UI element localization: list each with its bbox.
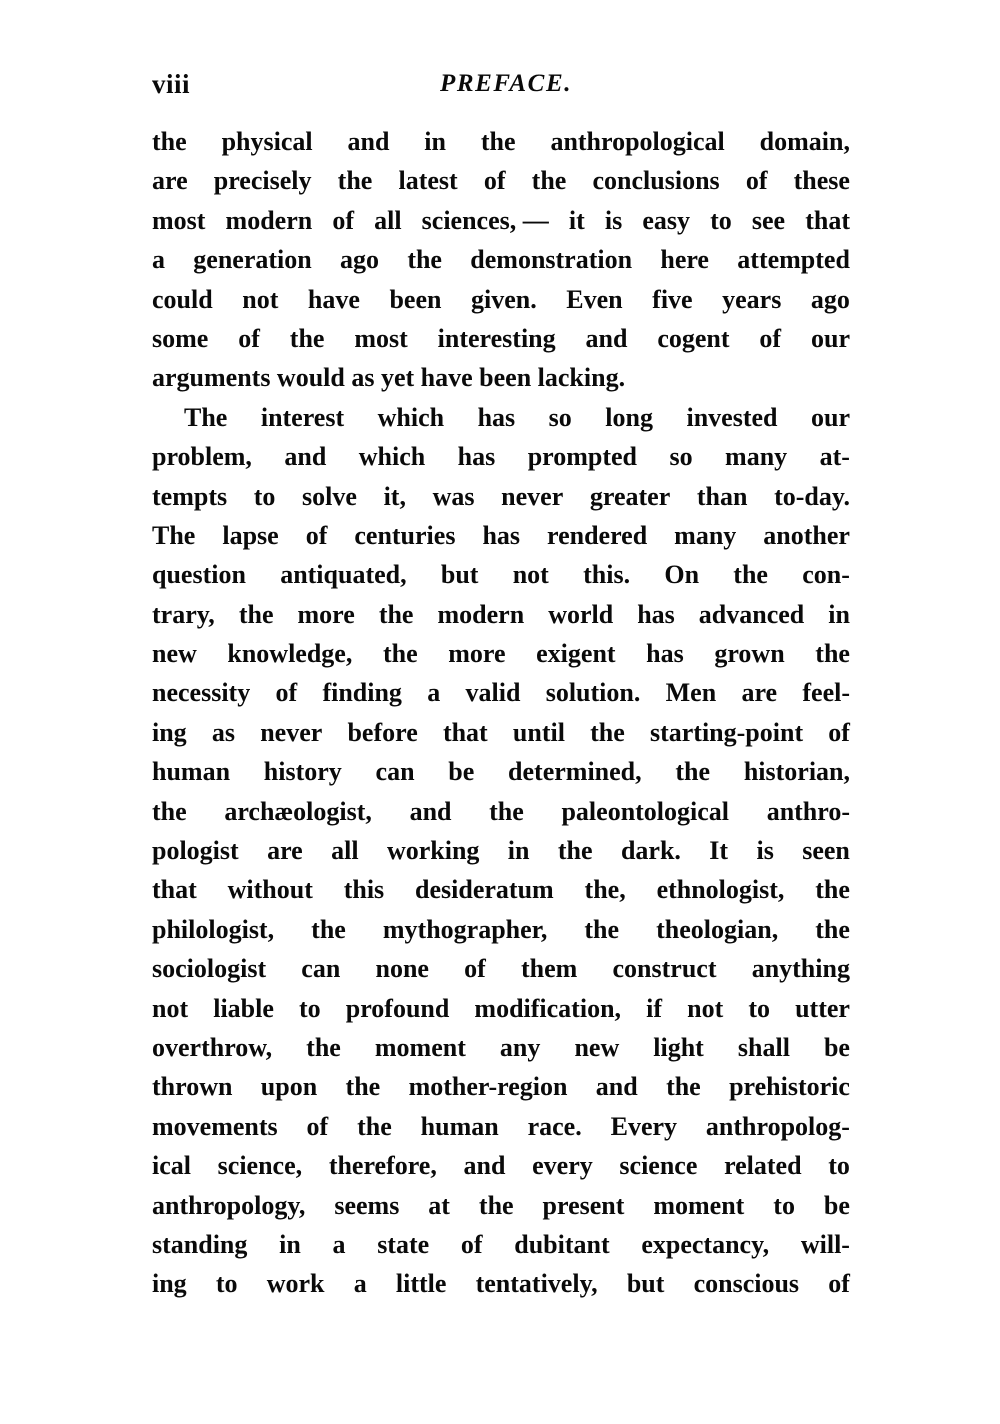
text-word: mythographer, xyxy=(382,914,548,944)
text-word: the xyxy=(345,1072,381,1102)
text-word: philologist, xyxy=(152,914,275,944)
text-word: of xyxy=(759,323,782,353)
text-word: but xyxy=(440,560,479,590)
text-word: in xyxy=(424,127,446,156)
text-word: of xyxy=(305,520,328,550)
text-word: movements xyxy=(152,1111,278,1141)
text-word: to xyxy=(773,1190,795,1220)
text-word: and xyxy=(463,1151,506,1181)
text-word: mother-region xyxy=(408,1072,568,1102)
text-word: exigent xyxy=(536,639,616,669)
text-word: pologist xyxy=(152,836,239,866)
text-line xyxy=(152,792,850,831)
text-word: modification, xyxy=(474,993,622,1023)
text-word: can xyxy=(375,757,415,787)
text-word: human xyxy=(152,757,231,787)
text-word: never xyxy=(501,481,564,511)
text-word: has xyxy=(457,442,496,472)
text-word: not xyxy=(242,284,279,314)
text-word: to xyxy=(298,993,321,1023)
text-word: ago xyxy=(340,245,380,275)
text-word: most xyxy=(354,323,408,353)
text-word: could xyxy=(152,284,213,314)
text-word: race. xyxy=(527,1111,582,1141)
text-word: this. xyxy=(583,560,631,590)
text-word: tentatively, xyxy=(475,1269,598,1299)
text-word: paleontological xyxy=(561,796,730,826)
text-word: the xyxy=(675,757,711,787)
text-line: arguments would as yet have been lacking. xyxy=(152,363,626,393)
text-word: of xyxy=(306,1111,329,1141)
text-word: some xyxy=(152,323,209,353)
text-word: sciences, — xyxy=(421,205,549,235)
text-line xyxy=(152,122,850,161)
text-word: it xyxy=(568,205,585,235)
text-word: The xyxy=(152,520,196,550)
text-word: ago xyxy=(810,284,850,314)
text-word: never xyxy=(260,717,323,747)
text-word: dubitant xyxy=(514,1229,610,1259)
text-word: not xyxy=(687,993,724,1023)
text-word: of xyxy=(464,954,486,984)
text-line xyxy=(152,516,850,555)
text-word: without xyxy=(227,875,313,905)
text-word: that xyxy=(442,717,488,747)
text-word: present xyxy=(542,1190,625,1220)
text-word: upon xyxy=(260,1072,318,1102)
text-word: feel- xyxy=(802,678,850,708)
text-word: attempted xyxy=(737,245,850,275)
running-head xyxy=(152,68,848,104)
text-word: be xyxy=(823,1032,850,1062)
text-word: moment xyxy=(374,1032,466,1062)
text-word: related xyxy=(724,1151,802,1181)
text-word: conclusions xyxy=(592,166,720,196)
text-line xyxy=(152,989,850,1028)
text-word: knowledge, xyxy=(227,639,353,669)
text-word: state xyxy=(377,1229,430,1259)
text-word: prehistoric xyxy=(729,1072,850,1102)
text-word: until xyxy=(512,717,565,747)
text-word: the xyxy=(407,245,442,275)
text-word: domain, xyxy=(759,127,850,156)
text-word: Every xyxy=(610,1111,678,1141)
text-word: of xyxy=(483,166,506,196)
text-word: the xyxy=(306,1032,341,1062)
text-line xyxy=(152,752,850,791)
text-word: is xyxy=(756,836,774,866)
text-word: this xyxy=(343,875,385,905)
text-word: the xyxy=(489,796,524,826)
text-word: the xyxy=(733,560,768,590)
text-word: grown xyxy=(714,639,785,669)
text-word: historian, xyxy=(743,757,850,787)
text-word: solution. xyxy=(545,678,641,708)
text-line xyxy=(152,1028,850,1067)
text-word: has xyxy=(646,639,684,669)
text-word: be xyxy=(448,757,475,787)
text-word: con- xyxy=(802,560,850,590)
text-word: so xyxy=(669,442,693,472)
text-word: the xyxy=(337,166,373,196)
text-word: every xyxy=(532,1151,593,1181)
text-word: them xyxy=(521,954,578,984)
text-word: desideratum xyxy=(415,875,554,905)
text-word: years xyxy=(722,284,782,314)
text-word: archæologist, xyxy=(224,796,372,826)
text-word: anthropology, xyxy=(152,1190,306,1220)
text-word: more xyxy=(448,639,506,669)
text-word: the xyxy=(378,599,414,629)
text-word: cogent xyxy=(657,323,730,353)
text-word: the xyxy=(815,875,850,905)
text-word: five xyxy=(652,284,693,314)
text-word: more xyxy=(297,599,355,629)
text-word: science, xyxy=(217,1151,303,1181)
text-word: to xyxy=(828,1151,850,1181)
text-word: therefore, xyxy=(328,1151,437,1181)
text-word: dark. xyxy=(620,836,681,866)
text-word: easy xyxy=(642,205,690,235)
text-word: antiquated, xyxy=(280,560,407,590)
text-line xyxy=(152,949,850,988)
text-word: sociologist xyxy=(152,954,267,984)
text-word: in xyxy=(507,836,530,866)
text-line xyxy=(152,201,850,240)
text-word: to xyxy=(710,205,732,235)
text-word: overthrow, xyxy=(152,1032,273,1062)
text-word: seems xyxy=(334,1190,400,1220)
text-word: finding xyxy=(322,678,402,708)
text-word: the xyxy=(480,127,516,156)
text-word: are xyxy=(267,836,303,866)
text-word: centuries xyxy=(354,520,456,550)
text-word: new xyxy=(152,639,197,669)
text-word: to-day. xyxy=(774,481,850,511)
text-word: solve xyxy=(302,481,357,511)
text-word: starting-point xyxy=(649,717,804,747)
text-word: standing xyxy=(152,1229,248,1259)
text-word: construct xyxy=(612,954,717,984)
text-word: be xyxy=(823,1190,850,1220)
text-word: none xyxy=(375,954,429,984)
text-word: problem, xyxy=(152,442,252,472)
text-word: interesting xyxy=(437,323,556,353)
text-word: world xyxy=(548,599,614,629)
text-line xyxy=(152,555,850,594)
text-word: The xyxy=(184,402,228,432)
text-line xyxy=(152,595,850,634)
text-word: if xyxy=(646,993,663,1023)
text-word: ing xyxy=(152,1269,187,1299)
text-word: been xyxy=(389,284,442,314)
text-word: in xyxy=(828,599,850,629)
text-word: of xyxy=(745,166,768,196)
text-word: anthro- xyxy=(766,796,850,826)
text-word: liable xyxy=(213,993,274,1023)
text-word: as xyxy=(211,717,235,747)
text-word: any xyxy=(499,1032,541,1062)
text-word: utter xyxy=(795,993,850,1023)
text-word: many xyxy=(674,520,737,550)
text-word: anthropological xyxy=(550,127,725,156)
text-word: the xyxy=(289,323,325,353)
text-word: the xyxy=(152,796,187,826)
text-word: of xyxy=(332,205,354,235)
text-word: the xyxy=(666,1072,701,1102)
text-word: the xyxy=(152,127,187,156)
text-word: and xyxy=(347,127,390,156)
text-word: that xyxy=(805,205,850,235)
text-word: our xyxy=(810,402,850,432)
text-word: modern xyxy=(225,205,313,235)
text-word: has xyxy=(482,520,521,550)
text-word: to xyxy=(253,481,276,511)
text-word: theologian, xyxy=(656,914,779,944)
text-line xyxy=(152,161,850,200)
text-word: is xyxy=(604,205,623,235)
text-word: greater xyxy=(589,481,671,511)
text-line xyxy=(152,319,850,358)
text-word: On xyxy=(664,560,700,590)
text-word: trary, xyxy=(152,599,215,629)
text-word: demonstration xyxy=(470,245,633,275)
text-word: advanced xyxy=(698,599,805,629)
text-word: which xyxy=(358,442,426,472)
text-word: anything xyxy=(751,954,850,984)
text-word: and xyxy=(409,796,452,826)
text-word: expectancy, xyxy=(641,1229,770,1259)
text-word: the xyxy=(238,599,274,629)
text-line xyxy=(184,398,850,437)
text-word: of xyxy=(460,1229,483,1259)
text-word: the xyxy=(815,639,850,669)
text-line xyxy=(152,1186,850,1225)
text-line xyxy=(152,831,850,870)
text-word: a xyxy=(152,245,165,275)
text-word: lapse xyxy=(222,520,279,550)
text-word: Men xyxy=(665,678,717,708)
text-word: these xyxy=(793,166,850,196)
text-word: thrown xyxy=(152,1072,233,1102)
text-word: all xyxy=(331,836,359,866)
text-word: valid xyxy=(465,678,521,708)
text-word: moment xyxy=(653,1190,745,1220)
text-line xyxy=(152,713,850,752)
text-word: It xyxy=(709,836,729,866)
text-word: it, xyxy=(383,481,406,511)
text-word: prompted xyxy=(527,442,638,472)
text-word: rendered xyxy=(547,520,648,550)
text-word: ical xyxy=(152,1151,191,1181)
text-word: have xyxy=(307,284,360,314)
text-word: the, xyxy=(584,875,626,905)
text-word: ethnologist, xyxy=(656,875,785,905)
text-word: determined, xyxy=(508,757,642,787)
text-word: at- xyxy=(819,442,850,472)
text-word: the xyxy=(557,836,593,866)
text-word: the xyxy=(478,1190,514,1220)
text-word: was xyxy=(432,481,475,511)
text-word: tempts xyxy=(152,481,228,511)
text-word: the xyxy=(311,914,346,944)
text-word: a xyxy=(332,1229,346,1259)
running-head-title: PREFACE. xyxy=(440,70,573,97)
text-word: another xyxy=(763,520,850,550)
text-word: can xyxy=(301,954,341,984)
text-word: history xyxy=(263,757,342,787)
page-folio-number: viii xyxy=(152,69,191,99)
text-word: see xyxy=(751,205,786,235)
text-word: the xyxy=(584,914,620,944)
text-word: but xyxy=(626,1269,665,1299)
text-word: shall xyxy=(737,1032,790,1062)
text-line xyxy=(152,477,850,516)
text-word: light xyxy=(653,1032,704,1062)
text-line xyxy=(152,1264,850,1303)
text-word: of xyxy=(238,323,260,353)
text-word: the xyxy=(590,717,625,747)
text-word: latest xyxy=(398,166,458,196)
text-word: profound xyxy=(345,993,450,1023)
text-word: the xyxy=(815,914,850,944)
text-word: and xyxy=(284,442,327,472)
text-word: interest xyxy=(260,402,345,432)
text-word: at xyxy=(428,1190,450,1220)
text-line xyxy=(152,870,850,909)
text-word: modern xyxy=(437,599,525,629)
text-word: work xyxy=(266,1269,325,1299)
text-word: are xyxy=(152,166,188,196)
text-word: of xyxy=(275,678,298,708)
text-word: has xyxy=(637,599,675,629)
text-line xyxy=(152,437,850,476)
text-word: and xyxy=(585,323,628,353)
text-word: most xyxy=(152,205,206,235)
text-word: Even xyxy=(566,284,623,314)
text-word: the xyxy=(382,639,418,669)
text-word: seen xyxy=(802,836,850,866)
text-word: so xyxy=(548,402,572,432)
text-word: invested xyxy=(686,402,778,432)
text-word: generation xyxy=(193,245,312,275)
text-word: and xyxy=(595,1072,638,1102)
text-word: little xyxy=(395,1269,447,1299)
text-word: will- xyxy=(800,1229,850,1259)
text-line xyxy=(152,673,850,712)
text-word: not xyxy=(152,993,189,1023)
text-word: a xyxy=(427,678,441,708)
text-word: of xyxy=(828,1269,850,1299)
text-word: here xyxy=(660,245,709,275)
text-word: than xyxy=(696,481,748,511)
text-word: science xyxy=(619,1151,698,1181)
text-word: new xyxy=(574,1032,620,1062)
text-word: working xyxy=(386,836,480,866)
text-word: a xyxy=(353,1269,367,1299)
text-word: before xyxy=(347,717,418,747)
text-word: the xyxy=(531,166,567,196)
text-word: to xyxy=(215,1269,238,1299)
text-word: anthropolog- xyxy=(705,1111,850,1141)
text-word: to xyxy=(748,993,770,1023)
text-line xyxy=(152,1225,850,1264)
text-word: all xyxy=(374,205,402,235)
text-line xyxy=(152,1067,850,1106)
text-line xyxy=(152,910,850,949)
text-line xyxy=(152,240,850,279)
text-word: many xyxy=(725,442,788,472)
text-word: long xyxy=(605,402,653,432)
text-word: the xyxy=(357,1111,392,1141)
text-line xyxy=(152,1107,850,1146)
text-line xyxy=(152,280,850,319)
text-word: ing xyxy=(152,717,187,747)
text-word: that xyxy=(152,875,197,905)
text-word: necessity xyxy=(152,678,251,708)
text-word: question xyxy=(152,560,246,590)
body-text-block xyxy=(152,122,850,1304)
text-word: in xyxy=(279,1229,301,1259)
text-word: conscious xyxy=(693,1269,800,1299)
text-word: precisely xyxy=(213,166,312,196)
text-line xyxy=(152,634,850,673)
text-word: are xyxy=(741,678,778,708)
text-word: not xyxy=(512,560,549,590)
text-word: of xyxy=(828,717,850,747)
text-word: physical xyxy=(221,127,313,156)
text-word: given. xyxy=(471,284,537,314)
text-word: which xyxy=(377,402,445,432)
text-word: has xyxy=(477,402,516,432)
text-line xyxy=(152,1146,850,1185)
text-word: human xyxy=(420,1111,499,1141)
text-word: our xyxy=(810,323,850,353)
